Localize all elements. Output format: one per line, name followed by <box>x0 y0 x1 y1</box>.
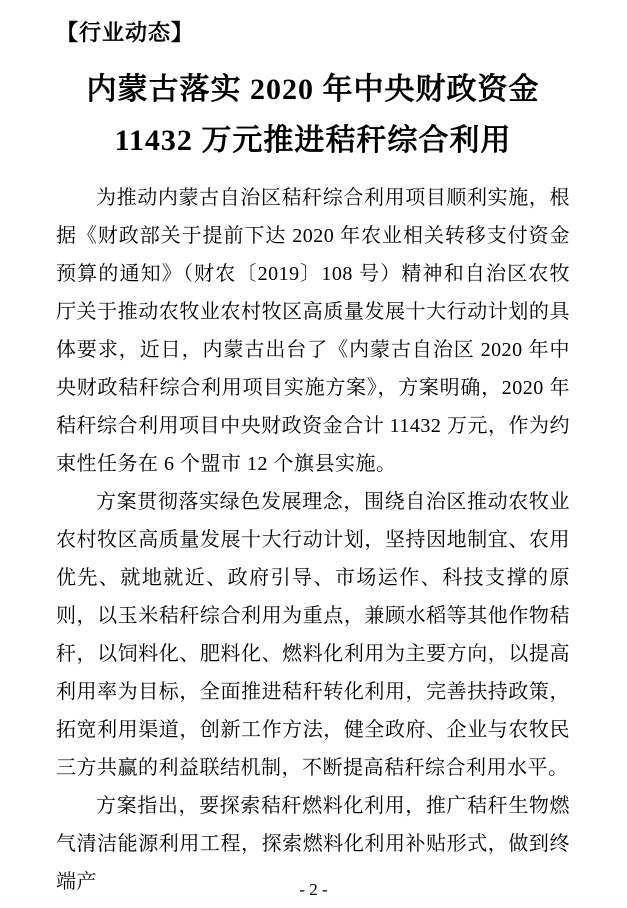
article-body <box>56 179 570 901</box>
page-number: - 2 - <box>299 880 328 899</box>
article-title <box>56 64 570 166</box>
body-paragraph: 方案贯彻落实绿色发展理念，围绕自治区推动农牧业农村牧区高质量发展十大行动计划，坚持因地制宜、农用优先、就地就近、政府引导、市场运作、科技支撑的原则，以玉米秸秆综合利用为重点，兼顾水稻等其他作物秸秆，以饲料化、肥料化、燃料化利用为主要方向，以提高利用率为目标，全面推进秸秆转化利用，完善扶持政策，拓宽利用渠道，创新工作方法，健全政府、企业与农牧民三方共赢的利益联结机制，不断提高秸秆综合利用水平。 <box>56 491 570 779</box>
article-title-line-1: 内蒙古落实 2020 年中央财政资金 <box>86 73 540 106</box>
section-tag: 【行业动态】 <box>56 20 195 45</box>
body-paragraph: 方案指出，要探索秸秆燃料化利用，推广秸秆生物燃气清洁能源利用工程，探索燃料化利用补贴形式，做到终端产 <box>56 795 570 893</box>
article-title-line-2: 11432 万元推进秸秆综合利用 <box>114 124 512 157</box>
body-paragraph: 为推动内蒙古自治区秸秆综合利用项目顺利实施，根据《财政部关于提前下达 2020 年农业相关转移支付资金预算的通知》（财农〔2019〕108 号）精神和自治区农牧厅关于推动农牧业农村牧区高质量发展十大行动计划的具体要求，近日，内蒙古出台了《内蒙古自治区 2020 年中央财政秸秆综合利用项目实施方案》，方案明确，2020 年秸秆综合利用项目中央财政资金合计 11432 万元，作为约束性任务在 6 个盟市 12 个旗县实施。 <box>56 187 570 475</box>
